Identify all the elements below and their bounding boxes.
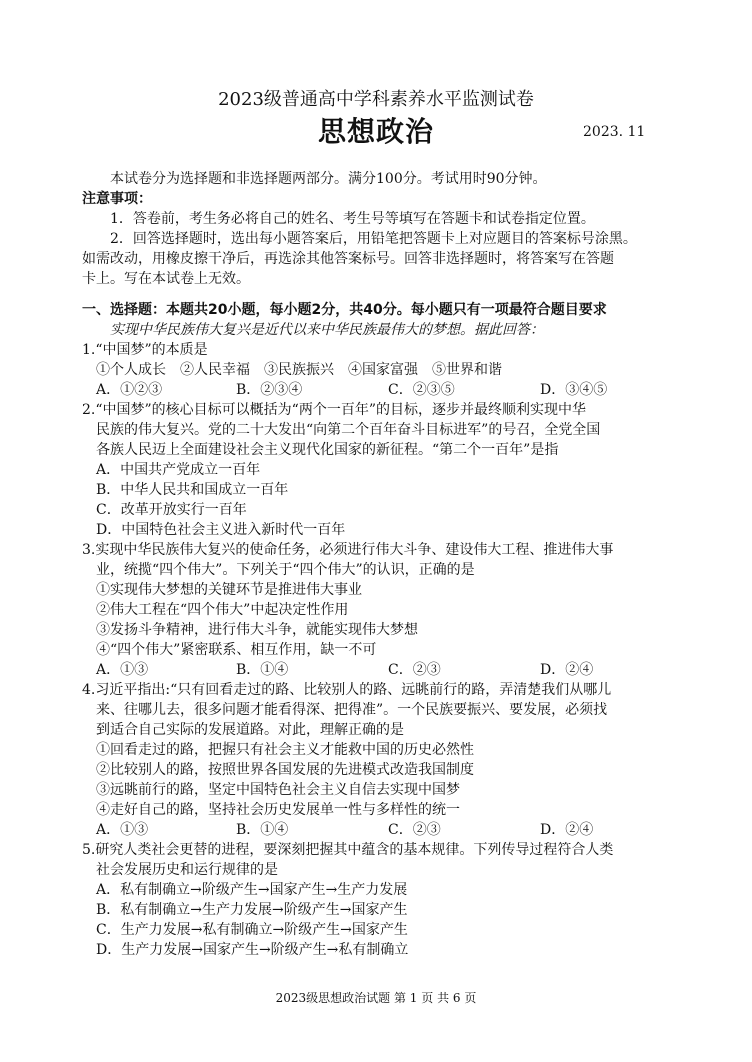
question-stem: 4.习近平指出:“只有回看走过的路、比较别人的路、远眺前行的路，弄清楚我们从哪儿 (82, 682, 612, 698)
question-stem-cont: 民族的伟大复兴。党的二十大发出“向第二个百年奋斗目标进军”的号召，全党全国 (96, 422, 601, 438)
exam-date: 2023. 11 (583, 124, 646, 140)
option-row (82, 380, 672, 400)
statement-4: ④“四个伟大”紧密联系、相互作用，缺一不可 (96, 642, 377, 658)
question-stem: 1.“中国梦”的本质是 (82, 342, 208, 358)
notice-item-1: 1．答卷前，考生务必将自己的姓名、考生号等填写在答题卡和试卷指定位置。 (110, 211, 595, 227)
option-d: D．③④⑤ (540, 382, 608, 398)
question-1 (82, 340, 672, 400)
option-a: A．①③ (96, 662, 149, 678)
option-a: A．中国共产党成立一百年 (96, 462, 261, 478)
intro-block (82, 169, 672, 289)
notice-item-2-cont: 卡上。写在本试卷上无效。 (82, 271, 250, 287)
question-stem-cont: 到适合自己实际的发展道路。对此，理解正确的是 (96, 722, 404, 738)
statement-1: ①回看走过的路，把握只有社会主义才能救中国的历史必然性 (96, 742, 474, 758)
option-c: C．②③⑤ (388, 382, 455, 398)
option-d: D．生产力发展→国家产生→阶级产生→私有制确立 (96, 942, 409, 958)
question-stem-cont: 业，统揽“四个伟大”。下列关于“四个伟大”的认识，正确的是 (96, 562, 475, 578)
question-stem-cont: 社会发展历史和运行规律的是 (96, 862, 278, 878)
page-footer: 2023级思想政治试题 第 1 页 共 6 页 (275, 991, 477, 1005)
option-c: C．生产力发展→私有制确立→阶级产生→国家产生 (96, 922, 408, 938)
option-d: D．中国特色社会主义进入新时代一百年 (96, 522, 346, 538)
exam-title: 2023级普通高中学科素养水平监测试卷 (218, 89, 534, 110)
question-stem-cont: 来、往哪儿去，很多问题才能看得深、把得准”。一个民族要振兴、要发展，必须找 (96, 702, 608, 718)
notice-item-2: 2．回答选择题时，选出每小题答案后，用铅笔把答题卡上对应题目的答案标号涂黑。 (110, 231, 637, 247)
subject-title: 思想政治 (317, 115, 434, 148)
section-heading: 一、选择题：本题共20小题，每小题2分，共40分。每小题只有一项最符合题目要求 (82, 302, 607, 318)
question-stem: 3.实现中华民族伟大复兴的使命任务，必须进行伟大斗争、建设伟大工程、推进伟大事 (82, 542, 614, 558)
option-a: A．①③ (96, 822, 149, 838)
option-b: B．中华人民共和国成立一百年 (96, 482, 289, 498)
option-d: D．②④ (540, 822, 594, 838)
option-d: D．②④ (540, 662, 594, 678)
option-a: A．私有制确立→阶级产生→国家产生→生产力发展 (96, 882, 408, 898)
statement-2: ②比较别人的路，按照世界各国发展的先进模式改造我国制度 (96, 762, 474, 778)
question-stem: 2.“中国梦”的核心目标可以概括为“两个一百年”的目标，逐步并最终顺利实现中华 (82, 402, 586, 418)
notice-item-2-cont: 如需改动，用橡皮擦干净后，再选涂其他答案标号。回答非选择题时，将答案写在答题 (82, 251, 614, 267)
option-c: C．②③ (388, 822, 441, 838)
option-b: B．①④ (236, 662, 289, 678)
option-row (82, 660, 672, 680)
question-stem: 5.研究人类社会更替的进程，要深刻把握其中蕴含的基本规律。下列传导过程符合人类 (82, 842, 614, 858)
statement-3: ③远眺前行的路，坚定中国特色社会主义自信去实现中国梦 (96, 782, 460, 798)
option-a: A．①②③ (96, 382, 163, 398)
option-row (82, 820, 672, 840)
question-3 (82, 540, 672, 680)
question-2 (82, 400, 672, 540)
statement-3: ③发扬斗争精神，进行伟大斗争，就能实现伟大梦想 (96, 622, 418, 638)
option-b: B．①④ (236, 822, 289, 838)
option-b: B．私有制确立→生产力发展→阶级产生→国家产生 (96, 902, 408, 918)
question-stem-cont: 各族人民迈上全面建设社会主义现代化国家的新征程。“第二个一百年”是指 (96, 442, 559, 458)
statement-2: ②伟大工程在“四个伟大”中起决定性作用 (96, 602, 349, 618)
intro-description: 本试卷分为选择题和非选择题两部分。满分100分。考试用时90分钟。 (110, 171, 547, 187)
section-1 (82, 300, 672, 960)
option-c: C．②③ (388, 662, 441, 678)
section-lead: 实现中华民族伟大复兴是近代以来中华民族最伟大的梦想。据此回答： (110, 322, 544, 338)
question-4 (82, 680, 672, 840)
statement-4: ④走好自己的路，坚持社会历史发展单一性与多样性的统一 (96, 802, 460, 818)
question-5 (82, 840, 672, 960)
option-c: C．改革开放实行一百年 (96, 502, 247, 518)
option-b: B．②③④ (236, 382, 303, 398)
statement-1: ①实现伟大梦想的关键环节是推进伟大事业 (96, 582, 362, 598)
notice-title: 注意事项： (82, 191, 152, 207)
question-items: ①个人成长 ②人民幸福 ③民族振兴 ④国家富强 ⑤世界和谐 (96, 362, 502, 378)
